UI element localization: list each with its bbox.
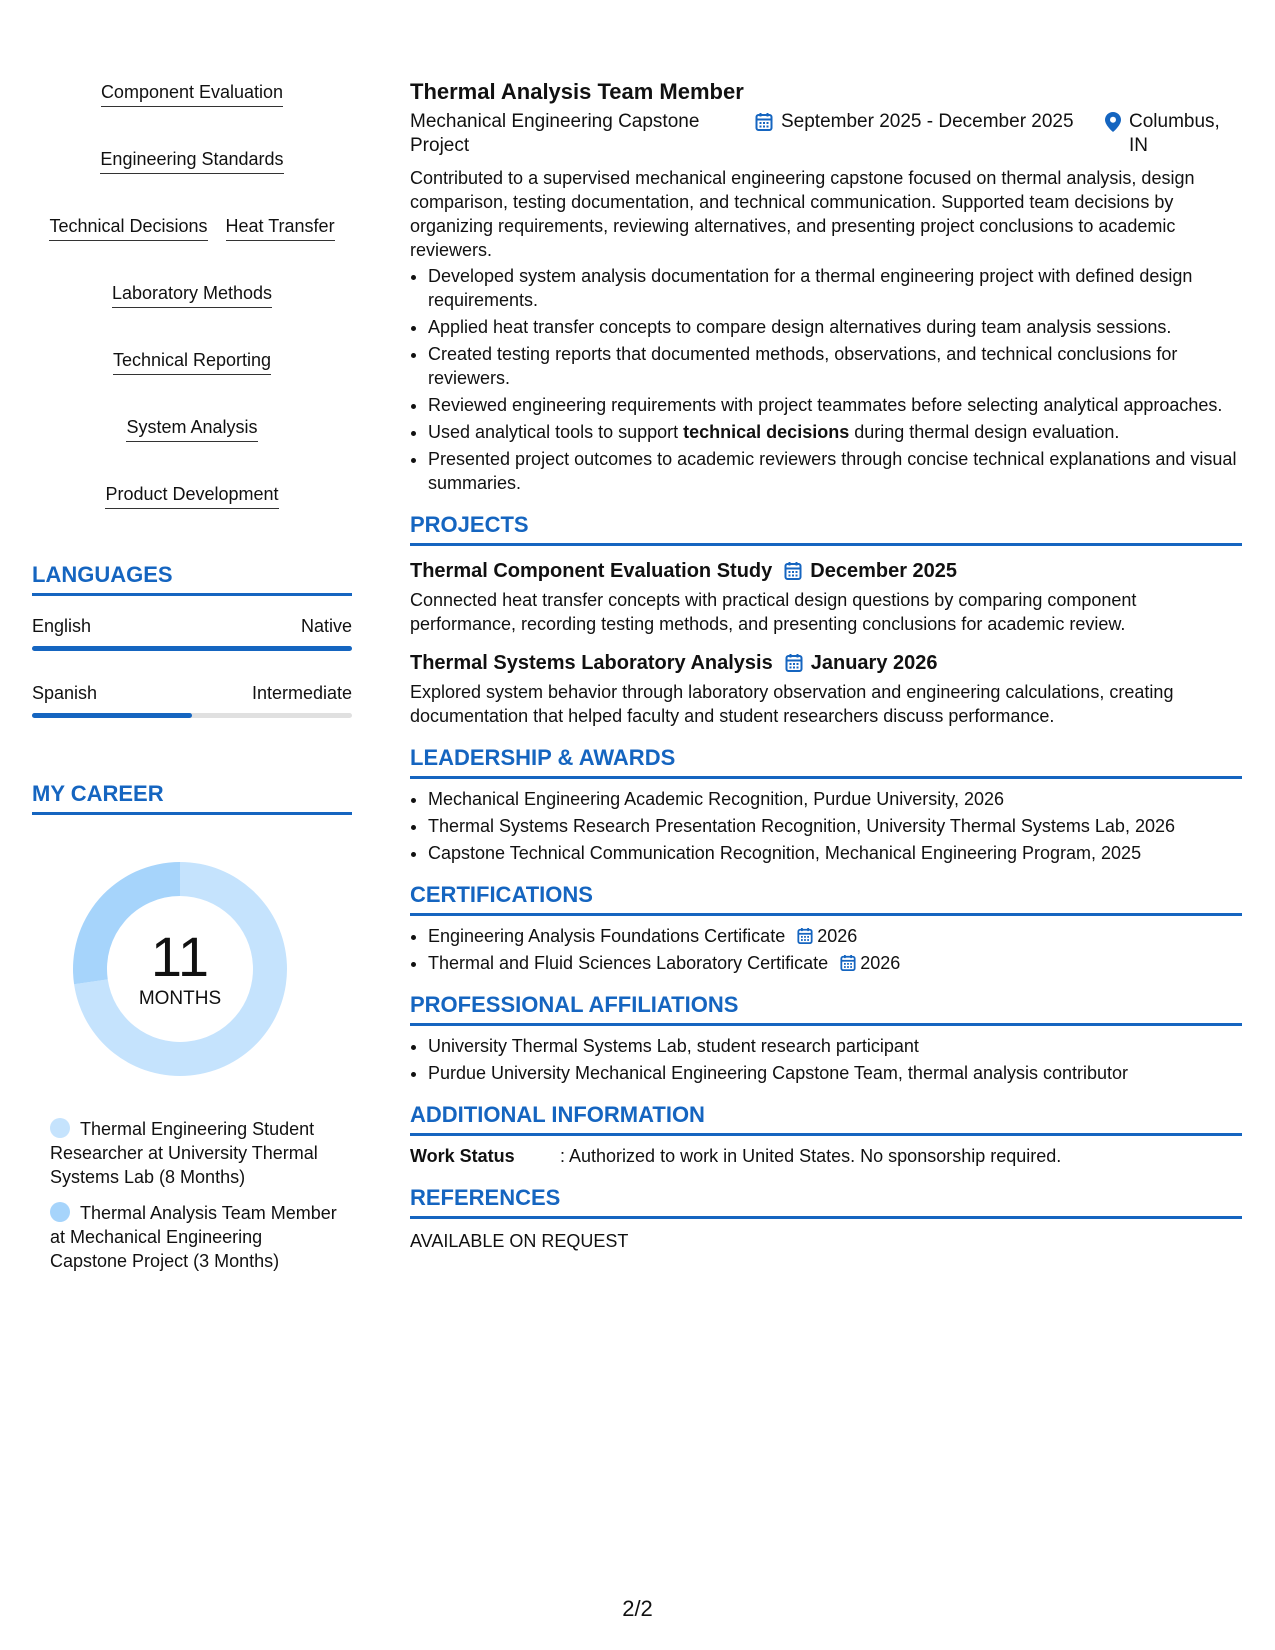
proficiency-bar-fill xyxy=(32,713,192,718)
skill-tag: Engineering Standards xyxy=(100,147,283,174)
list-item: • University Thermal Systems Lab, student research participant xyxy=(428,1034,1242,1058)
calendar-icon xyxy=(840,954,856,972)
language-name: English xyxy=(32,616,92,636)
project-date: December 2025 xyxy=(810,560,958,582)
job-dates: September 2025 - December 2025 xyxy=(781,111,1074,132)
sidebar xyxy=(32,80,352,1285)
languages-heading: LANGUAGES xyxy=(32,561,352,596)
certification-name: • Engineering Analysis Foundations Certificate xyxy=(428,926,786,946)
skill-tag: Technical Decisions xyxy=(49,214,207,241)
additional-info-value: : Authorized to work in United States. No sponsorship required. xyxy=(560,1146,1062,1166)
list-item: • Presented project outcomes to academic reviewers through concise technical explanations and visual summaries. xyxy=(428,447,1242,495)
language-level: Intermediate xyxy=(251,683,352,703)
career-total: 11 xyxy=(150,925,210,988)
legend-label: Thermal Engineering Student Researcher at University Thermal Systems Lab (8 Months) xyxy=(50,1119,318,1187)
experience-entry xyxy=(410,78,1242,495)
proficiency-bar xyxy=(32,646,352,651)
legend-item xyxy=(50,1201,340,1273)
certification-year: 2026 xyxy=(817,926,858,946)
legend-label: Thermal Analysis Team Member at Mechanical Engineering Capstone Project (3 Months) xyxy=(50,1203,337,1271)
list-item: • Mechanical Engineering Academic Recognition, Purdue University, 2026 xyxy=(428,787,1242,811)
project-name: Thermal Component Evaluation Study xyxy=(410,560,773,582)
projects-heading: PROJECTS xyxy=(410,511,1242,546)
additional-info-key: Work Status xyxy=(410,1146,515,1166)
additional-info-heading: ADDITIONAL INFORMATION xyxy=(410,1101,1242,1136)
bullet-text: during thermal design evaluation. xyxy=(849,422,1120,442)
calendar-icon xyxy=(784,561,802,581)
skill-tag: Product Development xyxy=(105,482,278,509)
references-text: AVAILABLE ON REQUEST xyxy=(410,1231,629,1251)
project-entry xyxy=(410,558,1242,636)
language-level: Native xyxy=(300,616,352,636)
page-number: 2/2 xyxy=(622,1596,653,1621)
career-legend xyxy=(50,1117,340,1273)
list-item xyxy=(428,951,1242,975)
job-summary: Contributed to a supervised mechanical engineering capstone focused on thermal analysis, design comparison, testing documentation, and technical communication. Supported team decisions by organizing requirements, reviewing alternatives, and presenting project conclusions to academic reviewers. xyxy=(410,168,1195,260)
list-item: • Capstone Technical Communication Recognition, Mechanical Engineering Program, 2025 xyxy=(428,841,1242,865)
certifications-heading: CERTIFICATIONS xyxy=(410,881,1242,916)
job-location: Columbus, IN xyxy=(1129,111,1220,156)
list-item: • Developed system analysis documentation for a thermal engineering project with defined design requirements. xyxy=(428,264,1242,312)
project-date: January 2026 xyxy=(810,652,938,674)
additional-info-row xyxy=(410,1144,1242,1168)
calendar-icon xyxy=(785,653,803,673)
career-donut-chart xyxy=(66,855,294,1083)
skills-list xyxy=(32,80,352,509)
legend-dot xyxy=(50,1118,70,1138)
career-section xyxy=(32,780,352,1273)
map-pin-icon xyxy=(1105,112,1121,132)
language-item xyxy=(32,614,352,651)
skill-tag: Heat Transfer xyxy=(226,214,335,241)
leadership-list xyxy=(410,787,1242,865)
job-organization: Mechanical Engineering Capstone Project xyxy=(410,111,700,156)
list-item: • Applied heat transfer concepts to compare design alternatives during team analysis sessions. xyxy=(428,315,1242,339)
affiliations-heading: PROFESSIONAL AFFILIATIONS xyxy=(410,991,1242,1026)
certification-name: • Thermal and Fluid Sciences Laboratory Certificate xyxy=(428,953,829,973)
skill-tag: System Analysis xyxy=(126,415,257,442)
job-title: Thermal Analysis Team Member xyxy=(410,79,744,104)
list-item: • Reviewed engineering requirements with project teammates before selecting analytical approaches. xyxy=(428,393,1242,417)
affiliations-list xyxy=(410,1034,1242,1085)
certifications-list xyxy=(410,924,1242,975)
legend-dot xyxy=(50,1202,70,1222)
calendar-icon xyxy=(755,112,773,132)
proficiency-bar xyxy=(32,713,352,718)
references-heading: REFERENCES xyxy=(410,1184,1242,1219)
skill-tag: Technical Reporting xyxy=(113,348,271,375)
leadership-heading: LEADERSHIP & AWARDS xyxy=(410,744,1242,779)
job-bullets xyxy=(410,264,1242,495)
main-content xyxy=(410,78,1242,1253)
skill-tag: Laboratory Methods xyxy=(112,281,272,308)
bullet-emphasis: technical decisions xyxy=(683,422,850,442)
list-item: • Created testing reports that documented methods, observations, and technical conclusions for reviewers. xyxy=(428,342,1242,390)
calendar-icon xyxy=(797,927,813,945)
project-name: Thermal Systems Laboratory Analysis xyxy=(410,652,773,674)
career-unit: MONTHS xyxy=(138,988,222,1009)
language-item xyxy=(32,681,352,718)
bullet-text: Used analytical tools to support xyxy=(428,422,684,442)
project-description: Connected heat transfer concepts with practical design questions by comparing component performance, recording testing methods, and presenting conclusions for academic review. xyxy=(410,590,1137,634)
project-description: Explored system behavior through laboratory observation and engineering calculations, creating documentation that helped faculty and student researchers discuss performance. xyxy=(410,682,1174,726)
proficiency-bar-fill xyxy=(32,646,352,651)
career-heading: MY CAREER xyxy=(32,780,352,815)
skill-tag: Component Evaluation xyxy=(101,80,283,107)
language-name: Spanish xyxy=(32,683,98,703)
legend-item xyxy=(50,1117,340,1189)
list-item xyxy=(428,420,1242,444)
list-item xyxy=(428,924,1242,948)
project-entry xyxy=(410,650,1242,728)
list-item: • Purdue University Mechanical Engineering Capstone Team, thermal analysis contributor xyxy=(428,1061,1242,1085)
certification-year: 2026 xyxy=(860,953,901,973)
list-item: • Thermal Systems Research Presentation Recognition, University Thermal Systems Lab, 2026 xyxy=(428,814,1242,838)
languages-section xyxy=(32,561,352,718)
